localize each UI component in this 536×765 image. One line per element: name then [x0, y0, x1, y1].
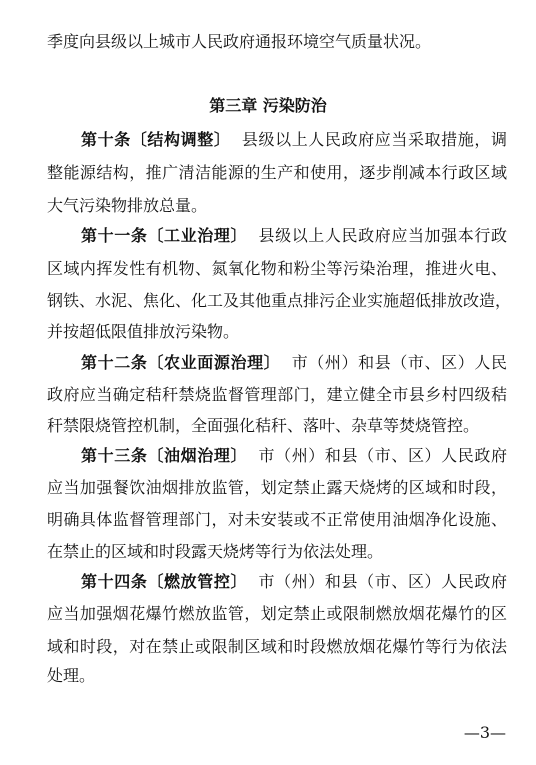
- article-14-line: 域和时段，对在禁止或限制区域和时段燃放烟花爆竹等行为依法: [47, 637, 507, 656]
- article-text: 市（州）和县（市、区）人民: [291, 353, 507, 372]
- article-text: 县级以上人民政府应当加强本行政: [258, 226, 507, 245]
- article-11-first-line: [81, 226, 507, 246]
- page-number: —3—: [463, 723, 506, 742]
- article-title: 〔工业治理〕: [147, 226, 248, 245]
- article-number: 第十三条: [81, 446, 148, 465]
- article-text: 市（州）和县（市、区）人民政府: [258, 446, 507, 465]
- article-13-line: 应当加强餐饮油烟排放监管，划定禁止露天烧烤的区域和时段，: [47, 478, 507, 497]
- intro-line: 季度向县级以上城市人民政府通报环境空气质量状况。: [47, 32, 432, 51]
- article-10-first-line: [81, 130, 507, 150]
- article-number: 第十二条: [81, 353, 148, 372]
- article-13-line: 在禁止的区域和时段露天烧烤等行为依法处理。: [47, 542, 384, 561]
- chapter-heading: 第三章 污染防治: [209, 96, 327, 115]
- article-12-line: 政府应当确定秸秆禁烧监督管理部门，建立健全市县乡村四级秸: [47, 385, 507, 404]
- article-10-line: 大气污染物排放总量。: [47, 196, 208, 215]
- article-12-first-line: [81, 353, 507, 373]
- article-text: 县级以上人民政府应当采取措施，调: [241, 130, 507, 149]
- article-11-line: 钢铁、水泥、焦化、化工及其他重点排污企业实施超低排放改造，: [47, 291, 512, 310]
- article-11-line: 区域内挥发性有机物、氮氧化物和粉尘等污染治理，推进火电、: [47, 259, 507, 278]
- article-number: 第十条: [81, 130, 131, 149]
- article-10-line: 整能源结构，推广清洁能源的生产和使用，逐步削减本行政区域: [47, 163, 507, 182]
- article-14-first-line: [81, 572, 507, 592]
- article-13-line: 明确具体监督管理部门，对未安装或不正常使用油烟净化设施、: [47, 510, 507, 529]
- article-14-line: 处理。: [47, 666, 96, 685]
- article-number: 第十一条: [81, 226, 148, 245]
- article-14-line: 应当加强烟花爆竹燃放监管，划定禁止或限制燃放烟花爆竹的区: [47, 604, 507, 623]
- article-title: 〔燃放管控〕: [147, 572, 248, 591]
- article-11-line: 并按超低限值排放污染物。: [47, 322, 240, 341]
- article-text: 市（州）和县（市、区）人民政府: [258, 572, 507, 591]
- article-number: 第十四条: [81, 572, 148, 591]
- article-title: 〔结构调整〕: [130, 130, 231, 149]
- article-12-line: 秆禁限烧管控机制，全面强化秸秆、落叶、杂草等焚烧管控。: [47, 416, 480, 435]
- article-title: 〔农业面源治理〕: [147, 353, 281, 372]
- article-title: 〔油烟治理〕: [147, 446, 248, 465]
- article-13-first-line: [81, 446, 507, 466]
